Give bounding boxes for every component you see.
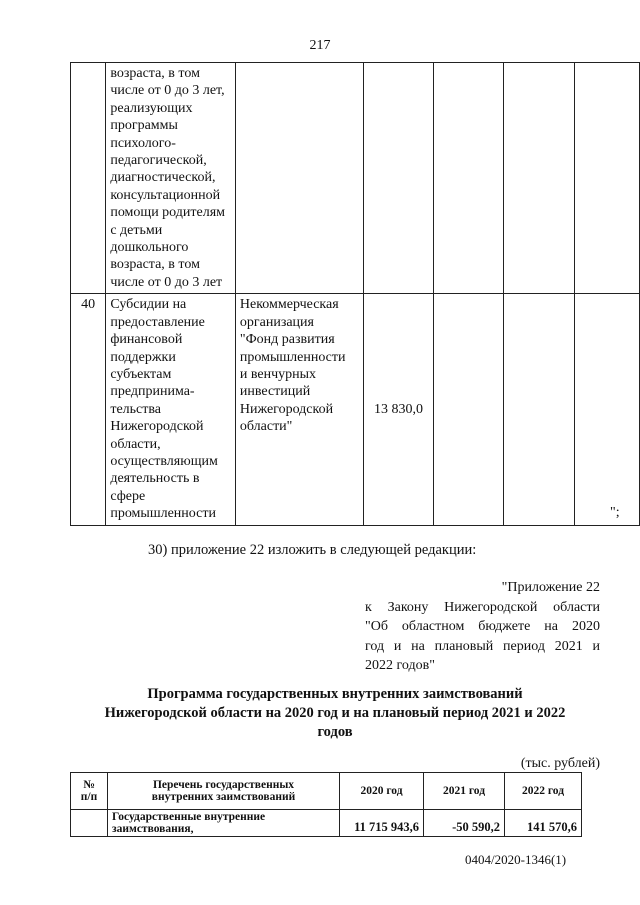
row-number-cell: 40 [71, 294, 106, 525]
program-title-line: годов [317, 724, 353, 740]
program-title-line: Программа государственных внутренних заимствований [147, 686, 523, 702]
header-2022: 2022 год [505, 773, 582, 810]
table-row [71, 63, 640, 294]
header-2020: 2020 год [340, 773, 424, 810]
appendix-line: к Закону Нижегородской области [365, 599, 600, 615]
program-title [70, 685, 600, 742]
empty-cell [434, 294, 504, 525]
value-2022: 141 570,6 [505, 810, 582, 837]
appendix-line: год и на плановый период 2021 и [365, 638, 600, 654]
row-description-cell: возраста, в том числе от 0 до 3 лет, реализующих программы психолого- педагогической, диагностической, консультационной помощи родителям с детьми дошкольного возраста, в том числе от 0 до 3 лет [106, 63, 236, 294]
empty-cell [503, 63, 574, 294]
empty-cell [574, 294, 639, 525]
closing-quote-mark: "; [610, 505, 620, 520]
amendment-instruction: 30) приложение 22 изложить в следующей редакции: [148, 542, 477, 558]
appendix-line: 2022 годов" [365, 658, 435, 673]
borrowing-program-table [70, 772, 582, 837]
row-number-cell [71, 810, 108, 837]
row-description-cell: Субсидии на предоставление финансовой поддержки субъектам предпринима- тельства Нижегородской области, осуществляющим деятельность в сфере промышленности [106, 294, 236, 525]
value-2020: 11 715 943,6 [340, 810, 424, 837]
table-row [71, 294, 640, 525]
empty-cell [574, 63, 639, 294]
units-label: (тыс. рублей) [520, 756, 600, 771]
appendix-line: "Об областном бюджете на 2020 [365, 619, 600, 634]
row-amount-cell [364, 63, 434, 294]
appendix-line: "Приложение 22 [501, 580, 600, 595]
row-number-cell [71, 63, 106, 294]
header-2021: 2021 год [424, 773, 505, 810]
row-amount-cell: 13 830,0 [364, 294, 434, 525]
appendix-heading [365, 578, 600, 676]
row-label-cell: Государственные внутренние заимствования, [108, 810, 340, 837]
empty-cell [434, 63, 504, 294]
program-title-line: Нижегородской области на 2020 год и на плановый период 2021 и 2022 [104, 705, 566, 721]
header-list: Перечень государственных внутренних заимствований [108, 773, 340, 810]
empty-cell [503, 294, 574, 525]
row-organization-cell: Некоммерческая организация "Фонд развития промышленности и венчурных инвестиций Нижегородской области" [235, 294, 363, 525]
table-row [71, 810, 582, 837]
continued-subsidy-table [70, 62, 640, 526]
row-organization-cell [235, 63, 363, 294]
table-header-row [71, 773, 582, 810]
document-code: 0404/2020-1346(1) [465, 852, 567, 867]
header-num: № п/п [71, 773, 108, 810]
page-number: 217 [309, 38, 331, 53]
value-2021: -50 590,2 [424, 810, 505, 837]
